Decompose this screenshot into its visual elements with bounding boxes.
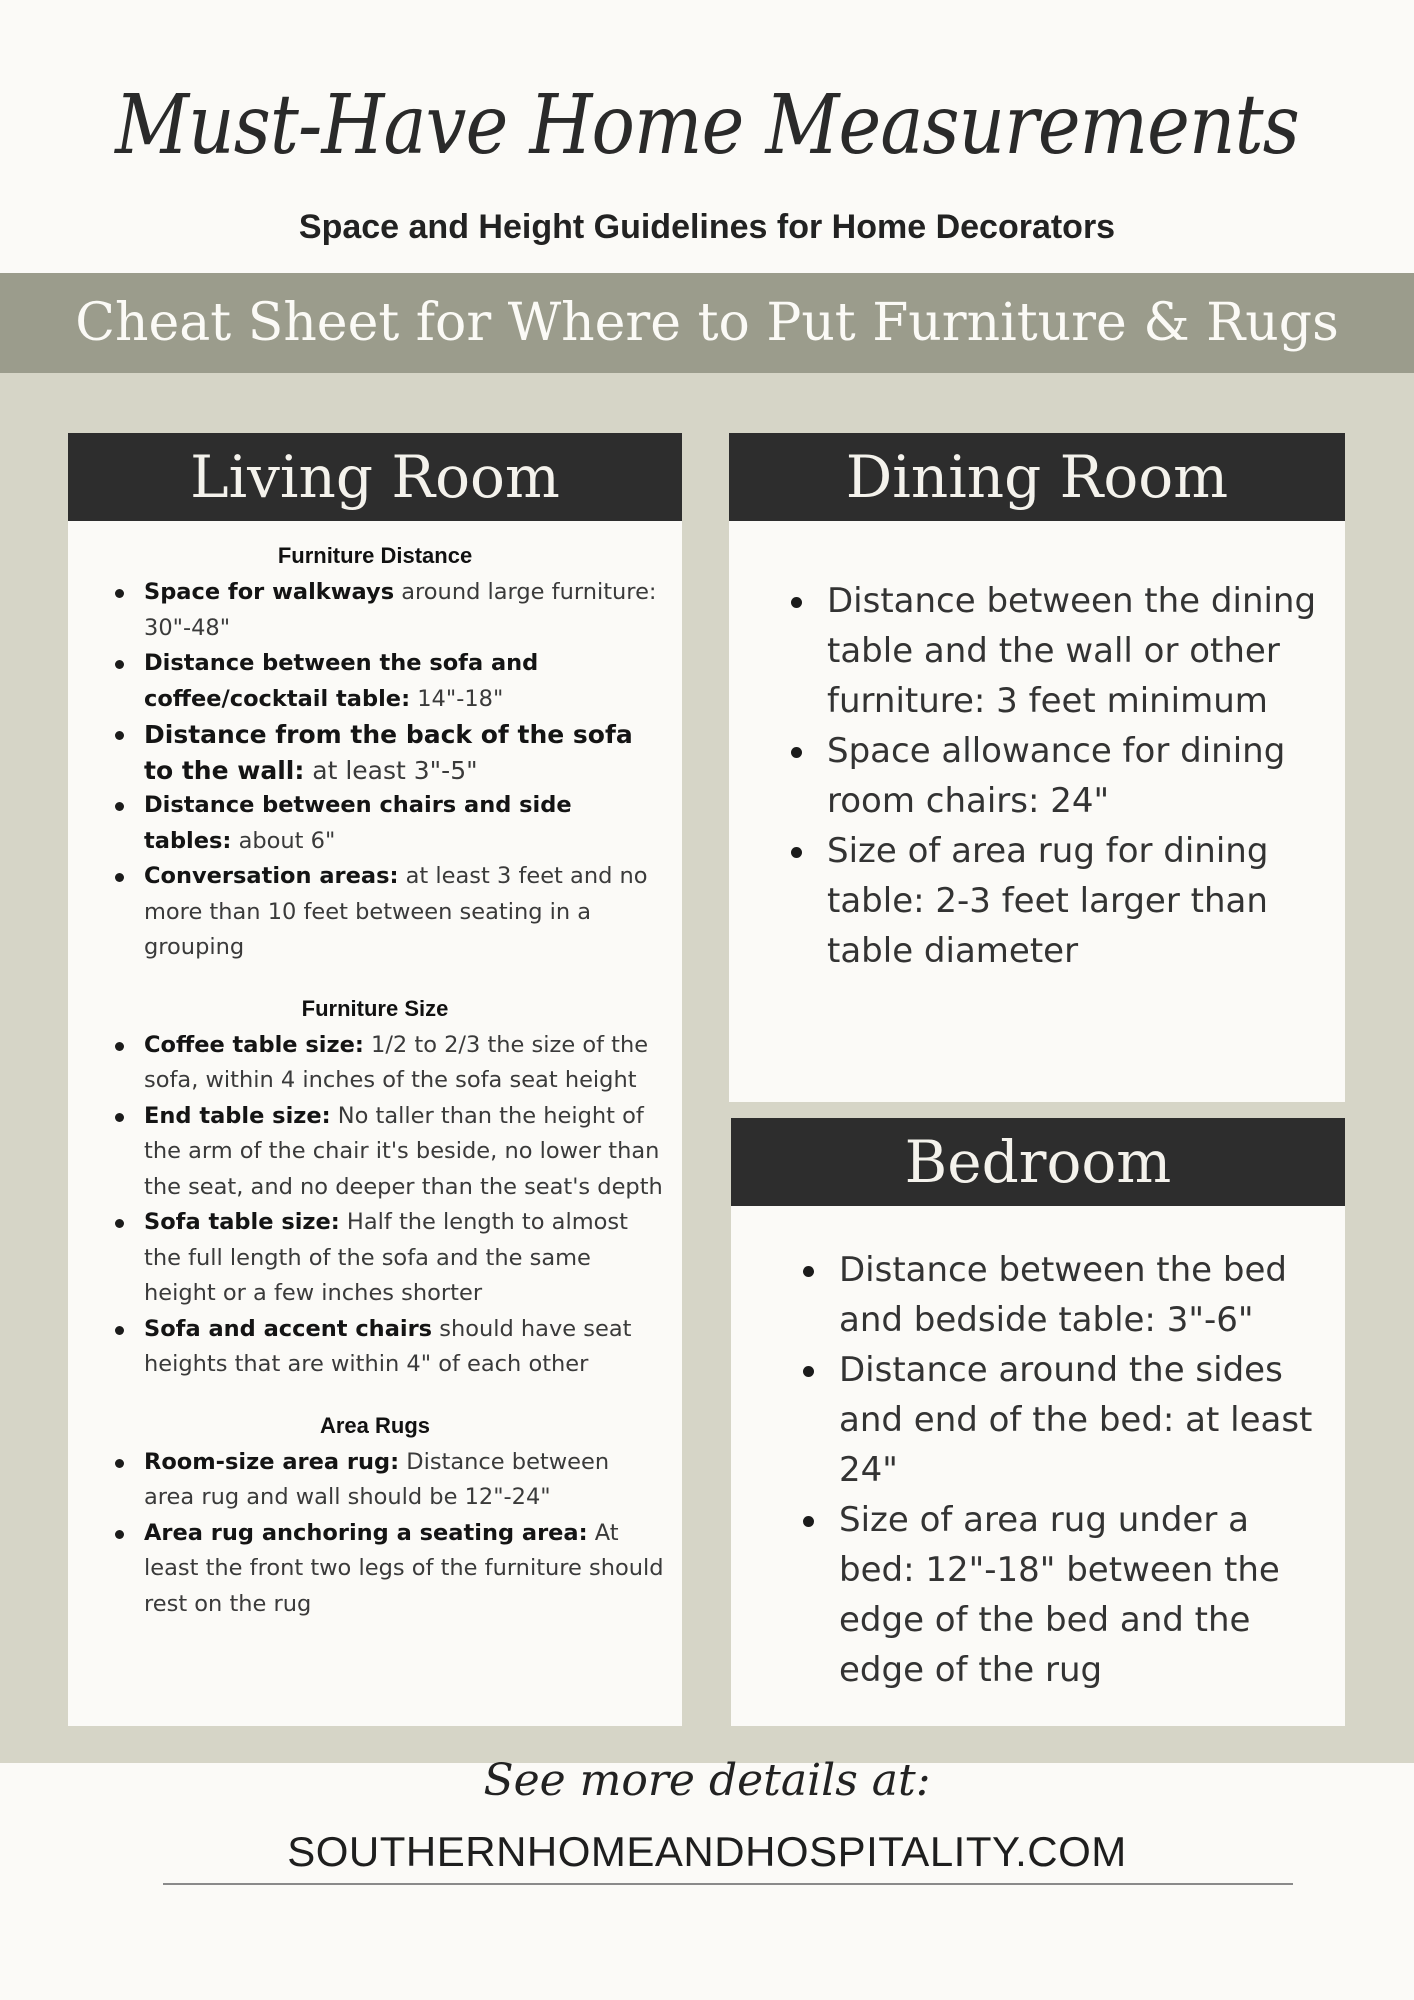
see-more-text: See more details at: [483,1755,931,1806]
list-item: End table size: No taller than the height of the arm of the chair it's beside, no lower than the seat, and no deeper than the seat's depth [144,1099,664,1206]
list-item: Conversation areas: at least 3 feet and no more than 10 feet between seating in a grouping [144,859,664,966]
living-room-title: Living Room [190,443,560,511]
list-item: Area rug anchoring a seating area: At least the front two legs of the furniture should rest on the rug [144,1516,664,1623]
list-item: Distance between the bed and bedside table: 3"-6" [839,1245,1325,1345]
furniture-distance-list [68,575,682,966]
furniture-size-heading: Furniture Size [301,995,449,1021]
banner [0,273,1414,373]
bedroom-card [731,1118,1345,1726]
banner-text: Cheat Sheet for Where to Put Furniture & Rugs [75,293,1339,353]
dining-room-list [729,576,1345,976]
list-item: Size of area rug for dining table: 2-3 feet larger than table diameter [827,826,1325,976]
bedroom-title: Bedroom [904,1128,1172,1196]
list-item: Coffee table size: 1/2 to 2/3 the size of the sofa, within 4 inches of the sofa seat height [144,1028,664,1099]
living-room-header [68,433,682,521]
page-title: Must-Have Home Measurements [115,78,1299,173]
list-item: Distance from the back of the sofa to the wall: at least 3"-5" [144,717,664,788]
website-link[interactable]: SOUTHERNHOMEANDHOSPITALITY.COM [287,1828,1127,1875]
furniture-distance-heading: Furniture Distance [277,543,473,568]
list-item: Distance around the sides and end of the bed: at least 24" [839,1345,1325,1495]
list-item: Size of area rug under a bed: 12"-18" between the edge of the bed and the edge of the rug [839,1495,1325,1695]
list-item: Distance between chairs and side tables: about 6" [144,788,664,859]
area-rugs-heading: Area Rugs [319,1412,431,1438]
bedroom-list [731,1245,1345,1695]
footer-divider [163,1883,1293,1885]
area-rugs-list [68,1445,682,1623]
dining-room-card [729,433,1345,1102]
dining-room-title: Dining Room [845,443,1229,511]
list-item: Distance between the dining table and the wall or other furniture: 3 feet minimum [827,576,1325,726]
bedroom-header [731,1118,1345,1206]
list-item: Space allowance for dining room chairs: 24" [827,726,1325,826]
dining-room-header [729,433,1345,521]
living-room-card [68,433,682,1726]
list-item: Sofa and accent chairs should have seat heights that are within 4" of each other [144,1312,664,1383]
page-subtitle: Space and Height Guidelines for Home Decorators [298,208,1116,246]
list-item: Room-size area rug: Distance between area rug and wall should be 12"-24" [144,1445,664,1516]
list-item: Space for walkways around large furniture: 30"-48" [144,575,664,646]
list-item: Distance between the sofa and coffee/cocktail table: 14"-18" [144,646,664,717]
furniture-size-list [68,1028,682,1383]
list-item: Sofa table size: Half the length to almost the full length of the sofa and the same height or a few inches shorter [144,1205,664,1312]
